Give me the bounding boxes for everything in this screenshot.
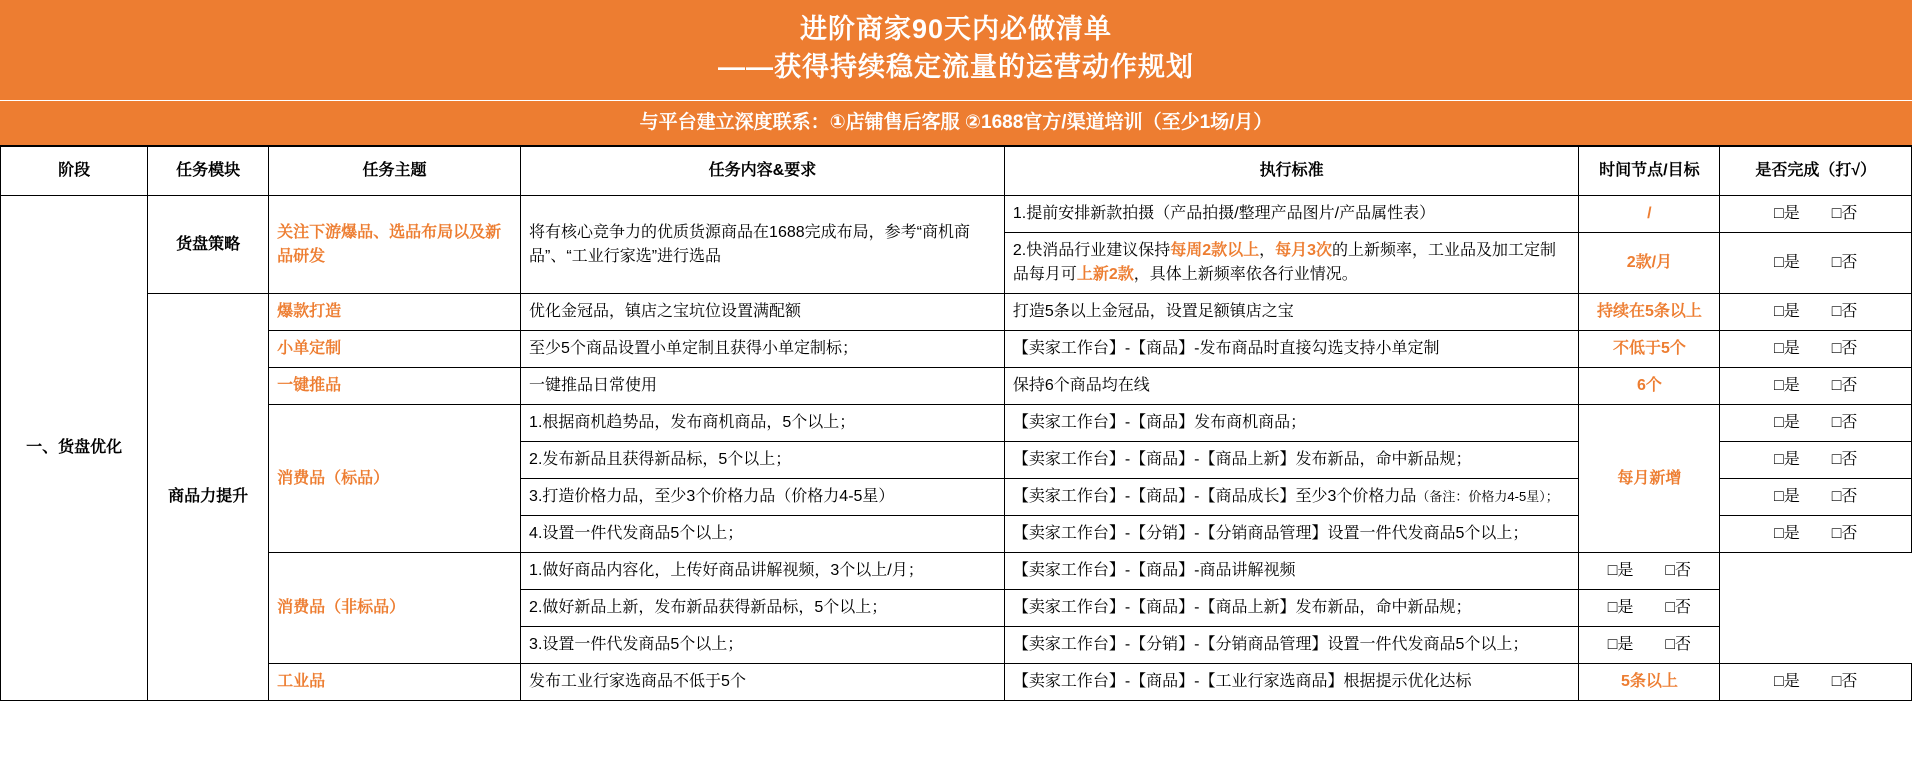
done-yes[interactable]: □是 <box>1774 254 1800 271</box>
done-no[interactable]: □否 <box>1665 599 1692 616</box>
standard-cell: 【卖家工作台】-【商品】-【商品上新】发布新品，命中新品规； <box>1004 442 1579 479</box>
standard-highlight-3: 上新2款 <box>1076 266 1134 283</box>
done-cell[interactable] <box>1720 368 1912 405</box>
done-yes[interactable]: □是 <box>1774 303 1800 320</box>
header-time: 时间节点/目标 <box>1579 147 1720 196</box>
standard-cell: 【卖家工作台】-【商品】-【工业行家选商品】根据提示优化达标 <box>1004 664 1579 701</box>
standard-highlight-1: 每周2款以上 <box>1170 242 1260 259</box>
done-no[interactable]: □否 <box>1665 562 1692 579</box>
header-topic: 任务主题 <box>269 147 521 196</box>
checklist-table <box>0 146 1912 701</box>
table-row <box>1 294 1912 331</box>
done-cell[interactable] <box>1579 590 1720 627</box>
done-no[interactable]: □否 <box>1831 525 1858 542</box>
header-standard: 执行标准 <box>1004 147 1579 196</box>
module-cell-2: 商品力提升 <box>148 294 269 701</box>
standard-cell: 保持6个商品均在线 <box>1004 368 1579 405</box>
done-yes[interactable]: □是 <box>1607 599 1634 616</box>
done-cell[interactable] <box>1579 627 1720 664</box>
topic-cell-1: 关注下游爆品、选品布局以及新品研发 <box>269 196 521 294</box>
topic-cell-6: 消费品（非标品） <box>269 553 521 664</box>
time-cell: 2款/月 <box>1579 233 1720 294</box>
done-yes[interactable]: □是 <box>1774 673 1800 690</box>
topic-cell-5: 消费品（标品） <box>269 405 521 553</box>
topic-cell-2: 爆款打造 <box>269 294 521 331</box>
done-no[interactable]: □否 <box>1831 303 1858 320</box>
standard-text-main: 【卖家工作台】-【商品】-【商品成长】至少3个价格力品 <box>1012 488 1417 505</box>
time-cell: 5条以上 <box>1579 664 1720 701</box>
content-cell: 优化金冠品，镇店之宝坑位设置满配额 <box>521 294 1005 331</box>
done-no[interactable]: □否 <box>1831 673 1858 690</box>
banner-title-line1: 进阶商家90天内必做清单 <box>799 14 1113 44</box>
content-cell: 4.设置一件代发商品5个以上； <box>521 516 1005 553</box>
done-cell[interactable] <box>1579 553 1720 590</box>
done-cell[interactable] <box>1720 331 1912 368</box>
title-banner <box>0 0 1912 101</box>
done-yes[interactable]: □是 <box>1774 451 1800 468</box>
content-cell: 1.根据商机趋势品，发布商机商品，5个以上； <box>521 405 1005 442</box>
standard-highlight-2: 每月3次 <box>1275 242 1333 259</box>
table-row <box>1 368 1912 405</box>
table-row <box>1 331 1912 368</box>
time-cell: / <box>1579 196 1720 233</box>
standard-cell: 1.提前安排新款拍摄（产品拍摄/整理产品图片/产品属性表） <box>1004 196 1579 233</box>
content-cell: 至少5个商品设置小单定制且获得小单定制标； <box>521 331 1005 368</box>
standard-cell: 【卖家工作台】-【商品】-【商品上新】发布新品，命中新品规； <box>1004 590 1579 627</box>
content-cell: 3.设置一件代发商品5个以上； <box>521 627 1005 664</box>
content-cell: 2.发布新品且获得新品标，5个以上； <box>521 442 1005 479</box>
table-header-row <box>1 147 1912 196</box>
header-content: 任务内容&要求 <box>521 147 1005 196</box>
table-row <box>1 664 1912 701</box>
standard-cell: 【卖家工作台】-【商品】-商品讲解视频 <box>1004 553 1579 590</box>
time-cell: 每月新增 <box>1579 405 1720 553</box>
done-yes[interactable]: □是 <box>1774 488 1800 505</box>
done-cell[interactable] <box>1720 442 1912 479</box>
standard-cell: 【卖家工作台】-【分销】-【分销商品管理】设置一件代发商品5个以上； <box>1004 627 1579 664</box>
header-module: 任务模块 <box>148 147 269 196</box>
standard-cell: 【卖家工作台】-【商品】发布商机商品； <box>1004 405 1579 442</box>
time-cell: 持续在5条以上 <box>1579 294 1720 331</box>
time-cell: 不低于5个 <box>1579 331 1720 368</box>
standard-text-c: 的上新频率，工业品及加工定制品每月可 <box>1012 242 1557 283</box>
done-yes[interactable]: □是 <box>1774 414 1800 431</box>
content-cell: 2.做好新品上新，发布新品获得新品标，5个以上； <box>521 590 1005 627</box>
standard-cell: 【卖家工作台】-【商品】-发布商品时直接勾选支持小单定制 <box>1004 331 1579 368</box>
done-yes[interactable]: □是 <box>1774 377 1800 394</box>
done-cell[interactable] <box>1720 405 1912 442</box>
header-stage: 阶段 <box>1 147 148 196</box>
done-no[interactable]: □否 <box>1831 377 1858 394</box>
standard-cell <box>1004 233 1579 294</box>
banner-title-line2: ——获得持续稳定流量的运营动作规划 <box>718 52 1194 82</box>
standard-text-b: ， <box>1259 242 1276 259</box>
standard-text-a: 2.快消品行业建议保持 <box>1012 242 1171 259</box>
topic-cell-3: 小单定制 <box>269 331 521 368</box>
topic-cell-7: 工业品 <box>269 664 521 701</box>
done-yes[interactable]: □是 <box>1774 340 1800 357</box>
done-no[interactable]: □否 <box>1831 414 1858 431</box>
done-cell[interactable] <box>1720 233 1912 294</box>
content-cell: 1.做好商品内容化，上传好商品讲解视频，3个以上/月； <box>521 553 1005 590</box>
content-cell: 将有核心竞争力的优质货源商品在1688完成布局，参考“商机商品”、“工业行家选”进行选品 <box>521 196 1005 294</box>
done-no[interactable]: □否 <box>1831 254 1858 271</box>
standard-cell: 【卖家工作台】-【分销】-【分销商品管理】设置一件代发商品5个以上； <box>1004 516 1579 553</box>
done-cell[interactable] <box>1720 196 1912 233</box>
done-no[interactable]: □否 <box>1831 340 1858 357</box>
done-no[interactable]: □否 <box>1665 636 1692 653</box>
table-row <box>1 196 1912 233</box>
standard-cell <box>1004 479 1579 516</box>
done-yes[interactable]: □是 <box>1607 562 1634 579</box>
time-cell: 6个 <box>1579 368 1720 405</box>
module-cell-1: 货盘策略 <box>148 196 269 294</box>
table-row <box>1 553 1912 590</box>
standard-note: （备注：价格力4-5星）； <box>1416 489 1559 504</box>
done-no[interactable]: □否 <box>1831 451 1858 468</box>
done-cell[interactable] <box>1720 479 1912 516</box>
content-cell: 3.打造价格力品，至少3个价格力品（价格力4-5星） <box>521 479 1005 516</box>
done-cell[interactable] <box>1720 294 1912 331</box>
standard-cell: 打造5条以上金冠品，设置足额镇店之宝 <box>1004 294 1579 331</box>
done-cell[interactable] <box>1720 516 1912 553</box>
topic-cell-4: 一键推品 <box>269 368 521 405</box>
done-cell[interactable] <box>1720 664 1912 701</box>
standard-text-d: ，具体上新频率依各行业情况。 <box>1133 266 1358 283</box>
done-no[interactable]: □否 <box>1831 488 1858 505</box>
done-no[interactable]: □否 <box>1831 205 1858 222</box>
table-row <box>1 405 1912 442</box>
content-cell: 一键推品日常使用 <box>521 368 1005 405</box>
banner-subtitle: 与平台建立深度联系：①店铺售后客服 ②1688官方/渠道培训（至少1场/月） <box>0 101 1912 146</box>
stage-cell: 一、货盘优化 <box>1 196 148 701</box>
done-yes[interactable]: □是 <box>1774 525 1800 542</box>
header-done: 是否完成（打√） <box>1720 147 1912 196</box>
done-yes[interactable]: □是 <box>1607 636 1634 653</box>
content-cell: 发布工业行家选商品不低于5个 <box>521 664 1005 701</box>
done-yes[interactable]: □是 <box>1774 205 1800 222</box>
